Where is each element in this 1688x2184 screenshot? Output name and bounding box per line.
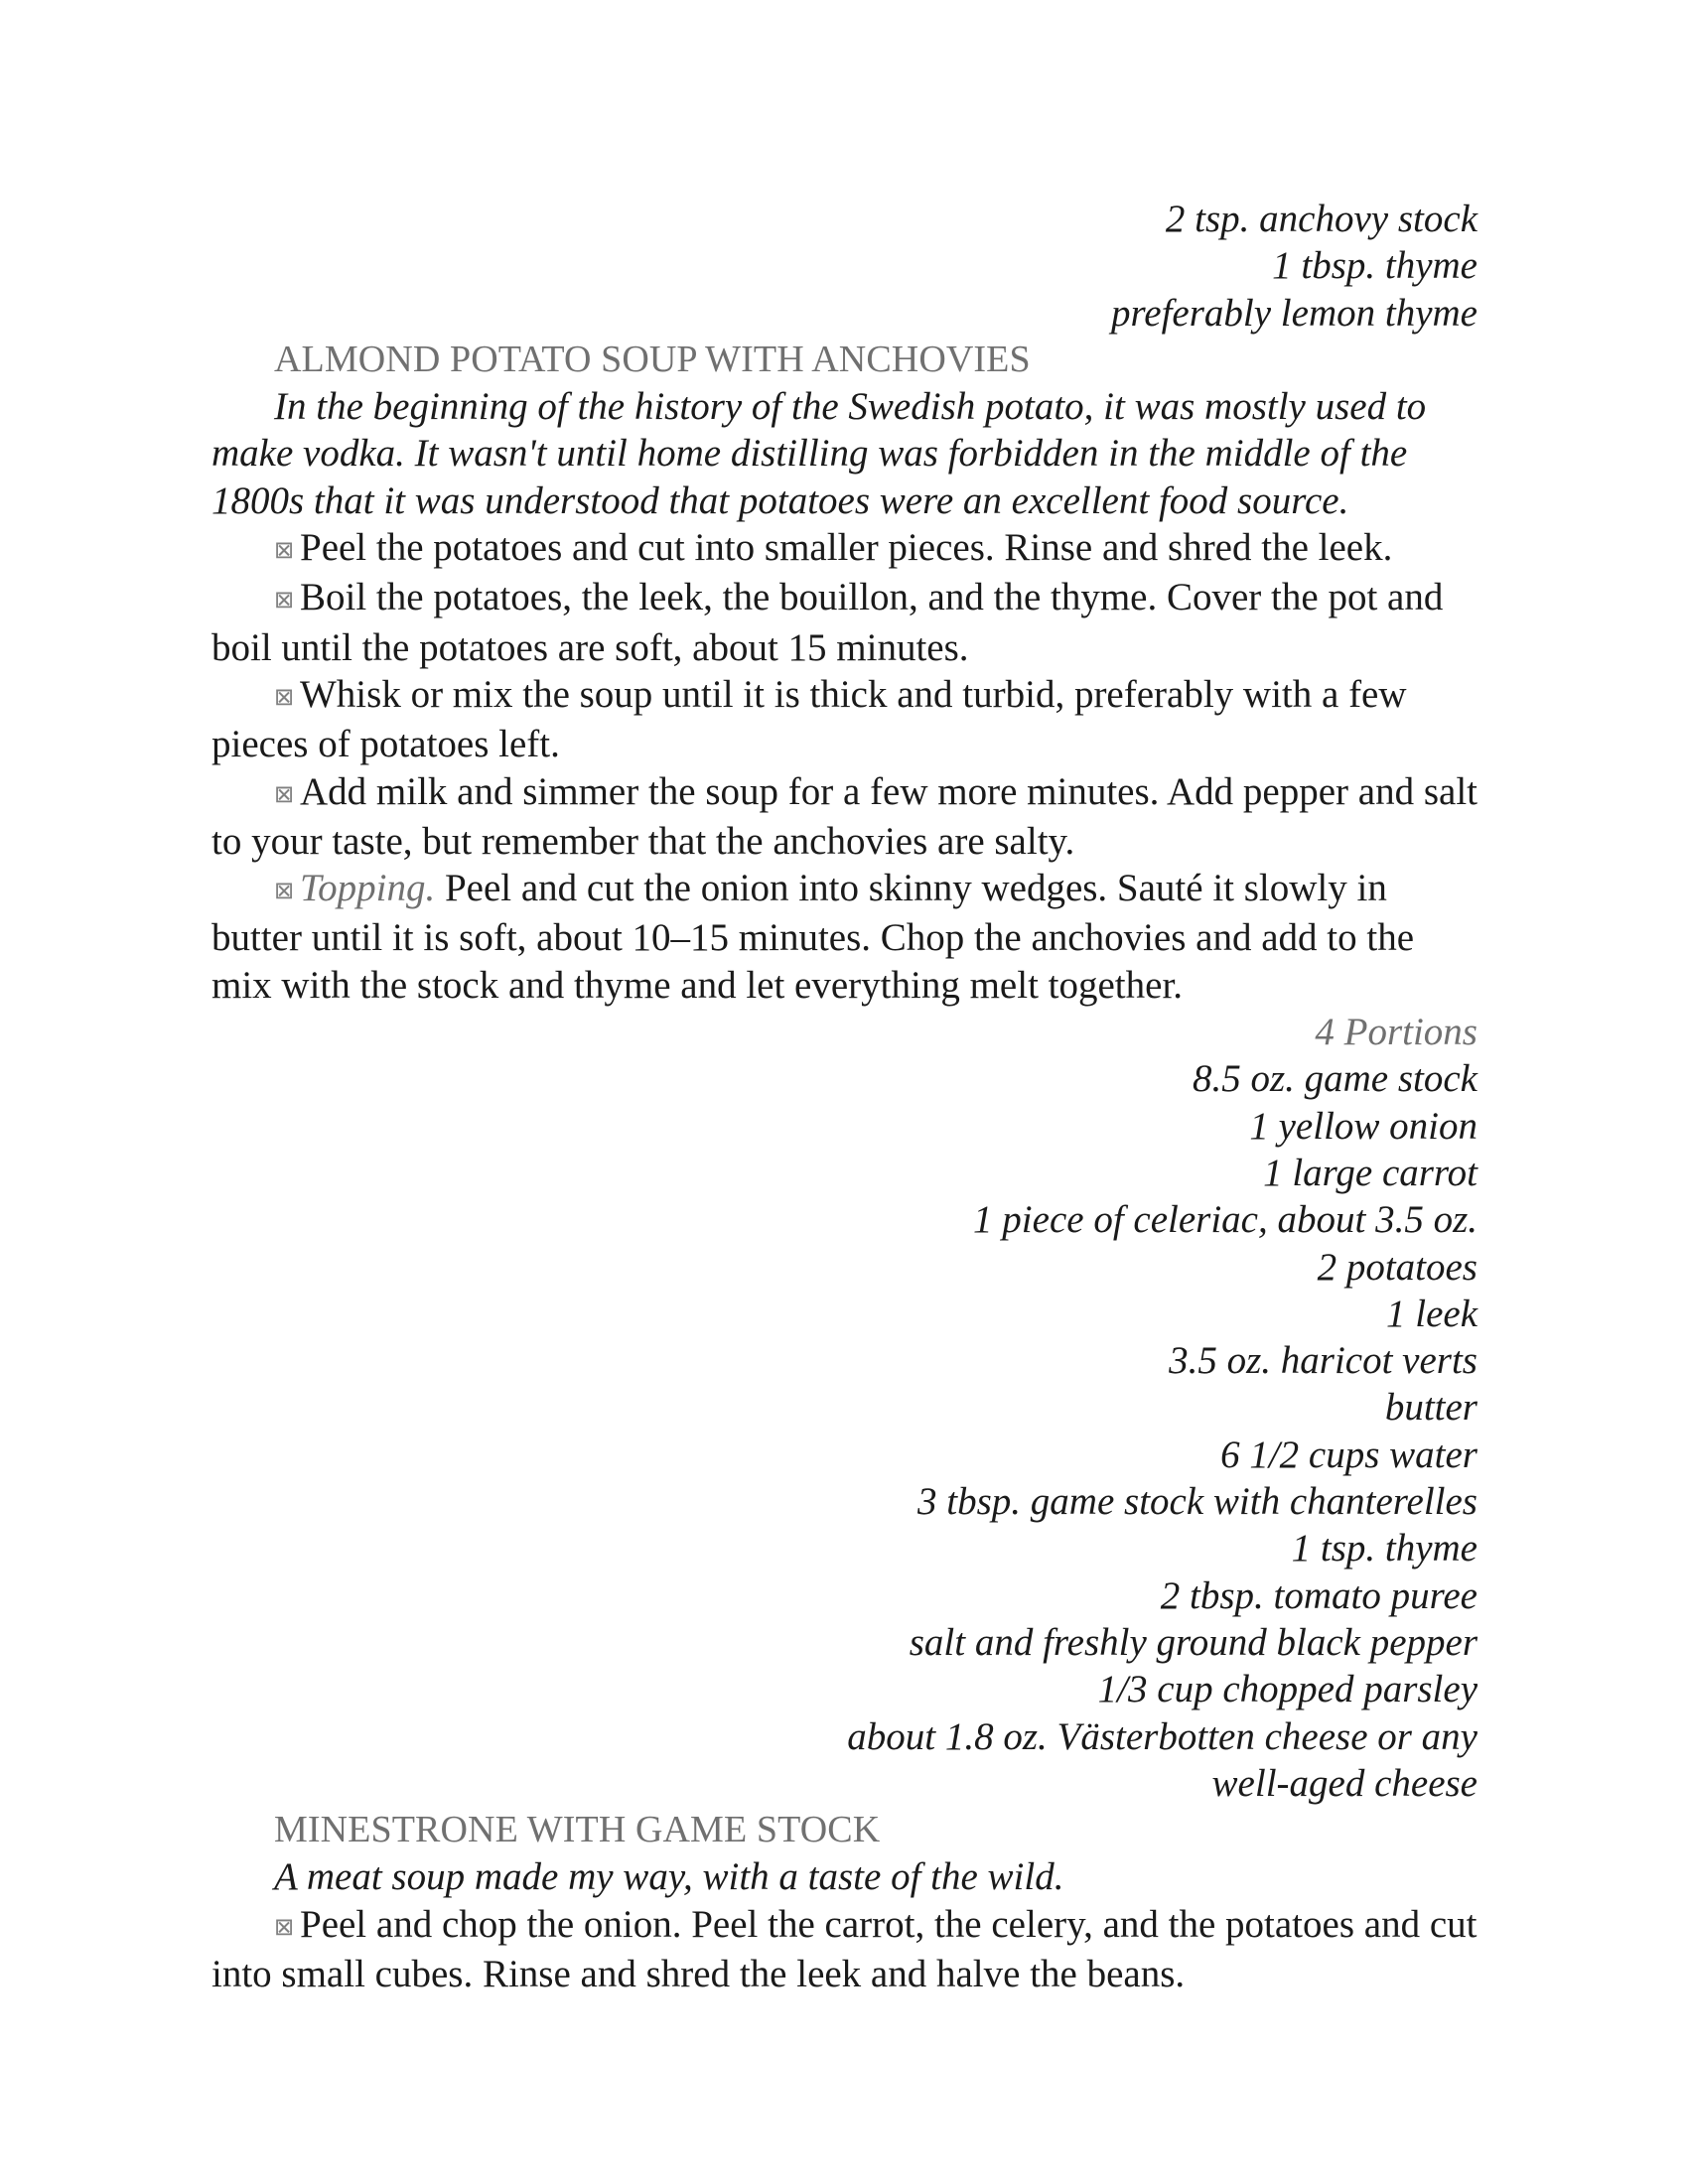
step-text: Add milk and simmer the soup for a few more minutes. Add pepper and salt to your taste, but remember that the anchovies are salty. <box>211 769 1477 863</box>
recipe-step <box>211 768 1477 866</box>
ingredient-line: preferably lemon thyme <box>1111 291 1477 335</box>
ingredient-line: 1 large carrot <box>1263 1151 1477 1194</box>
checkbox-bullet-icon: ⊠ <box>274 779 295 808</box>
ingredient-line: 1 leek <box>1385 1292 1477 1335</box>
ingredient-line: 2 potatoes <box>1317 1245 1477 1289</box>
ingredient-line: 3.5 oz. haricot verts <box>1169 1339 1477 1383</box>
ingredient-line: 1 tbsp. thyme <box>1272 244 1477 288</box>
recipe-step <box>211 1901 1477 1998</box>
step-text: Peel and chop the onion. Peel the carrot, the celery, and the potatoes and cut into small cubes. Rinse and shred the leek and halve the beans. <box>211 1902 1477 1995</box>
recipe-intro: In the beginning of the history of the Swedish potato, it was mostly used to make vodka. It wasn't until home distilling was forbidden in the middle of the 1800s that it was understood that potatoes were an excellent food source. <box>211 385 1427 522</box>
recipe-intro: A meat soup made my way, with a taste of the wild. <box>274 1855 1064 1899</box>
ingredient-line: 2 tsp. anchovy stock <box>1165 198 1477 240</box>
checkbox-bullet-icon: ⊠ <box>274 877 295 905</box>
step-text: Peel the potatoes and cut into smaller pieces. Rinse and shred the leek. <box>300 526 1393 570</box>
ingredient-list <box>211 1055 1477 1807</box>
top-ingredient-list <box>211 196 1477 337</box>
ingredient-line: 1 piece of celeriac, about 3.5 oz. <box>973 1198 1477 1242</box>
checkbox-bullet-icon: ⊠ <box>274 586 295 614</box>
ingredient-line: salt and freshly ground black pepper <box>909 1620 1477 1664</box>
ingredient-line: well-aged cheese <box>1211 1761 1477 1805</box>
ingredient-line: 1 tsp. thyme <box>1291 1527 1477 1570</box>
ingredient-line: 1/3 cup chopped parsley <box>1097 1668 1477 1711</box>
recipe-title: ALMOND POTATO SOUP WITH ANCHOVIES <box>274 338 1031 380</box>
recipe-step <box>211 574 1477 671</box>
ingredient-line: about 1.8 oz. Västerbotten cheese or any <box>847 1714 1477 1758</box>
ingredient-line: 3 tbsp. game stock with chanterelles <box>917 1480 1477 1524</box>
ingredient-line: 2 tbsp. tomato puree <box>1160 1573 1477 1617</box>
step-text: Whisk or mix the soup until it is thick and turbid, preferably with a few pieces of potatoes left. <box>211 672 1407 766</box>
ingredient-line: 6 1/2 cups water <box>1220 1433 1477 1476</box>
checkbox-bullet-icon: ⊠ <box>274 536 295 565</box>
ingredient-line: 1 yellow onion <box>1249 1104 1477 1148</box>
recipe-step <box>211 671 1477 768</box>
topping-label: Topping. <box>300 867 436 910</box>
checkbox-bullet-icon: ⊠ <box>274 1912 295 1941</box>
step-text: Peel and cut the onion into skinny wedges. Sauté it slowly in butter until it is soft, about 10–15 minutes. Chop the anchovies and add to the mix with the stock and thyme and let everything melt together. <box>211 867 1414 1007</box>
step-text: Boil the potatoes, the leek, the bouillon, and the thyme. Cover the pot and boil until the potatoes are soft, about 15 minutes. <box>211 576 1444 669</box>
portions-label: 4 Portions <box>1315 1011 1477 1054</box>
ingredient-line: butter <box>1384 1386 1477 1430</box>
checkbox-bullet-icon: ⊠ <box>274 682 295 711</box>
recipe-title: MINESTRONE WITH GAME STOCK <box>274 1809 881 1851</box>
recipe-step <box>211 524 1477 574</box>
recipe-step-topping <box>211 865 1477 1009</box>
ingredient-line: 8.5 oz. game stock <box>1192 1057 1477 1101</box>
